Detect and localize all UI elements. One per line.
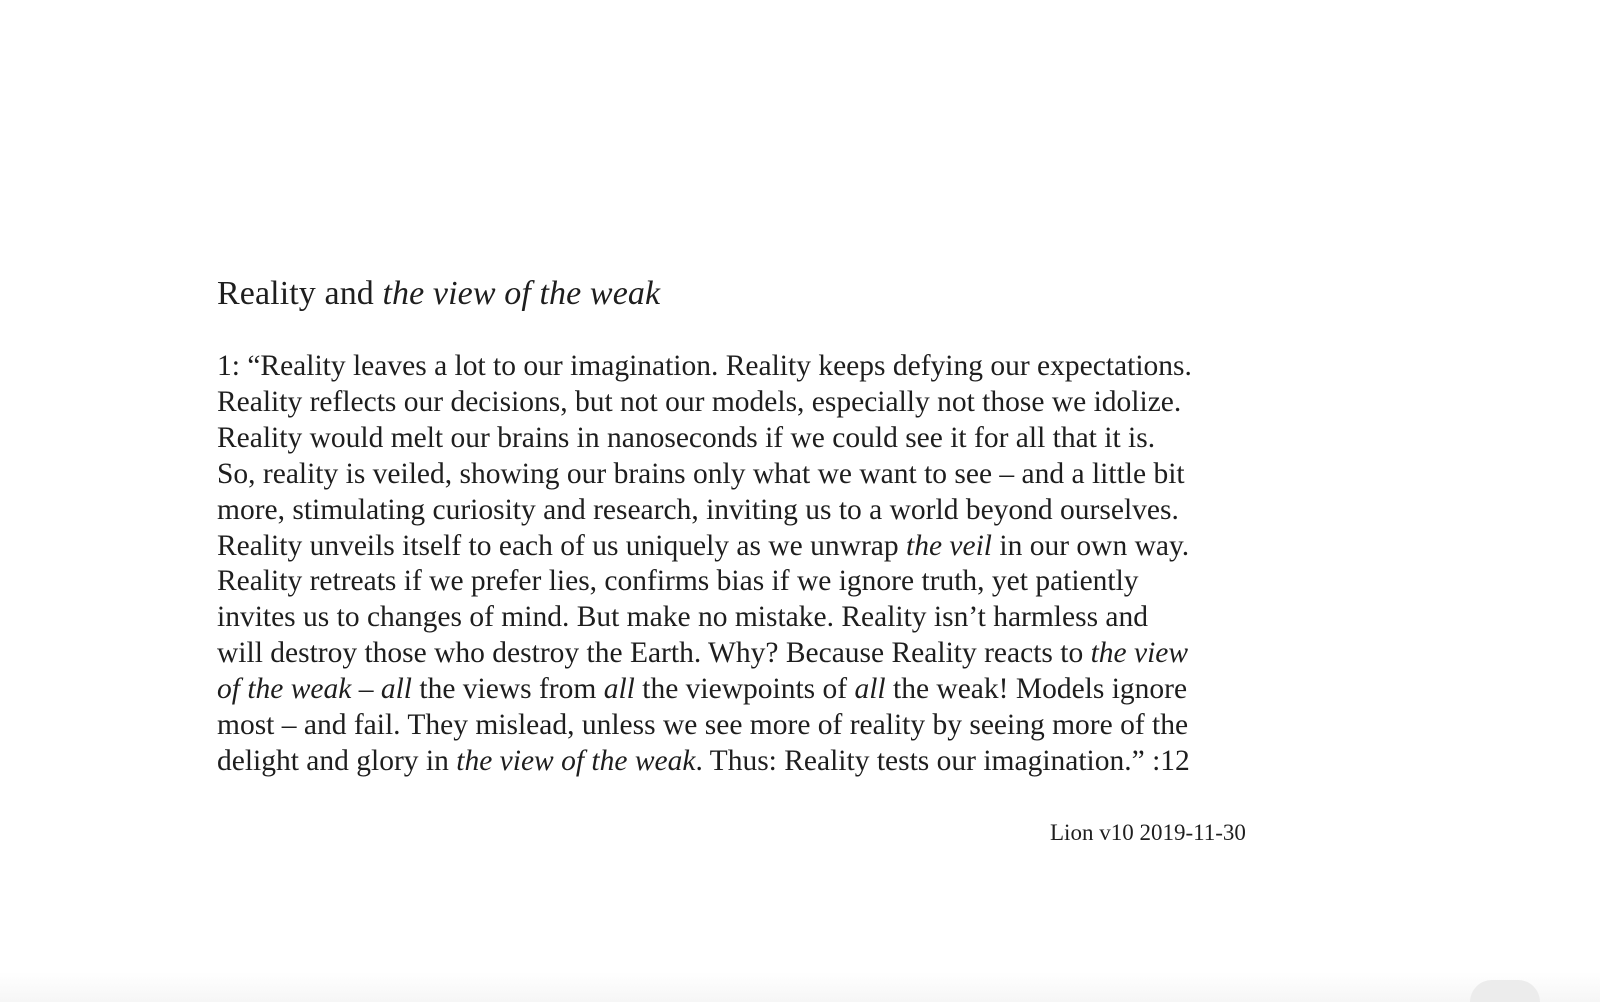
italic-phrase: all (603, 673, 635, 706)
text-segment: Reality reflects our decisions, but not our models, especially not those we idolize. (217, 385, 1182, 418)
text-segment: . Thus: Reality tests our imagination.” :12 (695, 744, 1190, 777)
title-prefix: Reality and (217, 275, 383, 312)
text-segment: will destroy those who destroy the Earth. Why? Because Reality reacts to (217, 637, 1091, 670)
text-segment: Reality unveils itself to each of us uniquely as we unwrap (217, 529, 906, 562)
scan-corner-artifact (1470, 980, 1540, 1002)
quote-paragraph (217, 349, 1297, 780)
text-segment: most – and fail. They mislead, unless we see more of reality by seeing more of the (217, 709, 1189, 742)
paragraph-line (217, 349, 1297, 385)
text-segment: Reality retreats if we prefer lies, confirms bias if we ignore truth, yet patiently (217, 565, 1139, 598)
text-segment: the views from (412, 673, 604, 706)
text-segment: So, reality is veiled, showing our brains only what we want to see – and a little bit (217, 457, 1185, 490)
italic-phrase: of the weak – all (217, 673, 412, 706)
scan-edge-shadow (0, 972, 1600, 1002)
document-title (217, 272, 660, 316)
paragraph-line (217, 744, 1297, 780)
text-segment: the viewpoints of (634, 673, 855, 706)
text-segment: delight and glory in (217, 744, 457, 777)
italic-phrase: the view (1090, 637, 1189, 670)
text-segment: invites us to changes of mind. But make no mistake. Reality isn’t harmless and (217, 601, 1149, 634)
text-segment: 1: “Reality leaves a lot to our imagination. Reality keeps defying our expectations. (217, 350, 1192, 382)
paragraph-line (217, 385, 1297, 421)
paragraph-line (217, 636, 1297, 672)
italic-phrase: the view of the weak (456, 744, 696, 777)
paragraph-line (217, 564, 1297, 600)
text-segment: Reality would melt our brains in nanoseconds if we could see it for all that it is. (217, 421, 1156, 454)
italic-phrase: all (854, 673, 886, 706)
italic-phrase: the veil (906, 529, 992, 562)
text-segment: in our own way. (992, 529, 1190, 562)
text-segment: more, stimulating curiosity and research, inviting us to a world beyond ourselves. (217, 493, 1179, 526)
paragraph-line (217, 457, 1297, 493)
paragraph-line (217, 672, 1297, 708)
signature-footer: Lion v10 2019-11-30 (1050, 820, 1246, 845)
paragraph-line (217, 600, 1297, 636)
paragraph-line (217, 708, 1297, 744)
text-segment: the weak! Models ignore (885, 673, 1188, 706)
paragraph-line (217, 493, 1297, 529)
paragraph-line (217, 421, 1297, 457)
paragraph-line (217, 529, 1297, 565)
title-italic-phrase: the view of the weak (382, 275, 661, 312)
